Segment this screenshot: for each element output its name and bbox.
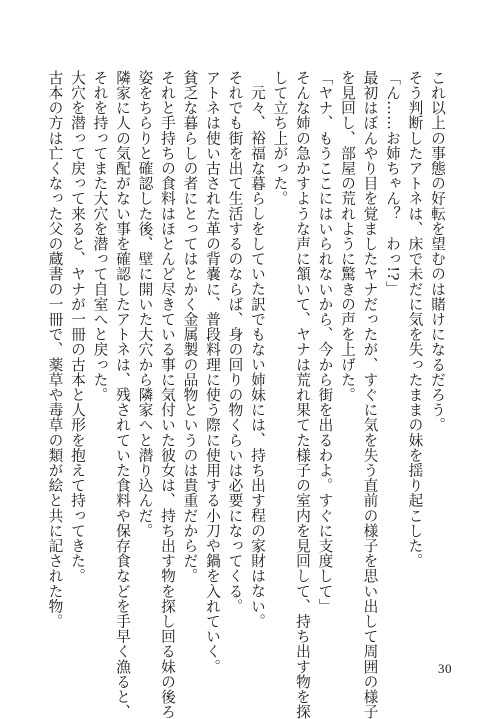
text-line: して立ち上がった。 (271, 70, 289, 206)
text-line: を見回し、部屋の荒れように驚きの声を上げた。 (339, 70, 356, 403)
text-line: 古本の方は亡くなった父の蔵書の一冊で、薬草や毒草の類が絵と共に記された物。 (46, 70, 64, 629)
text-line: 大穴を潜って戻って来ると、ヤナが一冊の古本と人形を抱えて持ってきた。 (69, 70, 86, 584)
text-line: そう判断したアトネは、床で未だに気を失ったままの妹を揺り起こした。 (406, 70, 424, 569)
text-line: 貧乏な暮らしの者にとってはとかく金属製の品物というのは貴重だからだ。 (181, 70, 199, 584)
text-line: 元々、裕福な暮らしをしていた訳でもない姉妹には、持ち出す程の家財はない。 (249, 84, 266, 629)
text-line: それを持ってまた大穴を潜って自室へと戻った。 (91, 70, 109, 403)
text-line: 姿をちらりと確認した後、壁に開いた大穴から隣家へと潜り込んだ。 (136, 70, 154, 539)
text-line: 最初はぼんやり目を覚ましたヤナだったが、すぐに気を失う直前の様子を思い出して周囲の様子 (361, 70, 379, 719)
text-line: 「ん……お姉ちゃん？ わっ!?」 (384, 70, 401, 296)
text-line: それと手持ちの食料はほとんど尽きている事に気付いた彼女は、持ち出す物を探し回る妹の後ろ (159, 70, 176, 719)
text-line: そんな姉の急かすような声に頷いて、ヤナは荒れ果てた様子の室内を見回して、持ち出す物を探 (294, 70, 311, 719)
text-line: これ以上の事態の好転を望むのは賭けになるだろう。 (429, 70, 446, 433)
page-number: 30 (438, 661, 452, 676)
text-line: 隣家に人の気配がない事を確認したアトネは、残されていた食料や保存食などを手早く漁ると、 (114, 70, 131, 719)
text-line: 「ヤナ、もうここにはいられないから、今から街を出るわよ。すぐに支度して」 (316, 70, 334, 614)
text-line: アトネは使い古された革の背嚢に、普段料理に使う際に使用する小刀や鍋を入れていく。 (204, 70, 221, 674)
text-line: それでも街を出て生活するのならば、身の回りの物くらいは必要になってくる。 (226, 70, 244, 614)
